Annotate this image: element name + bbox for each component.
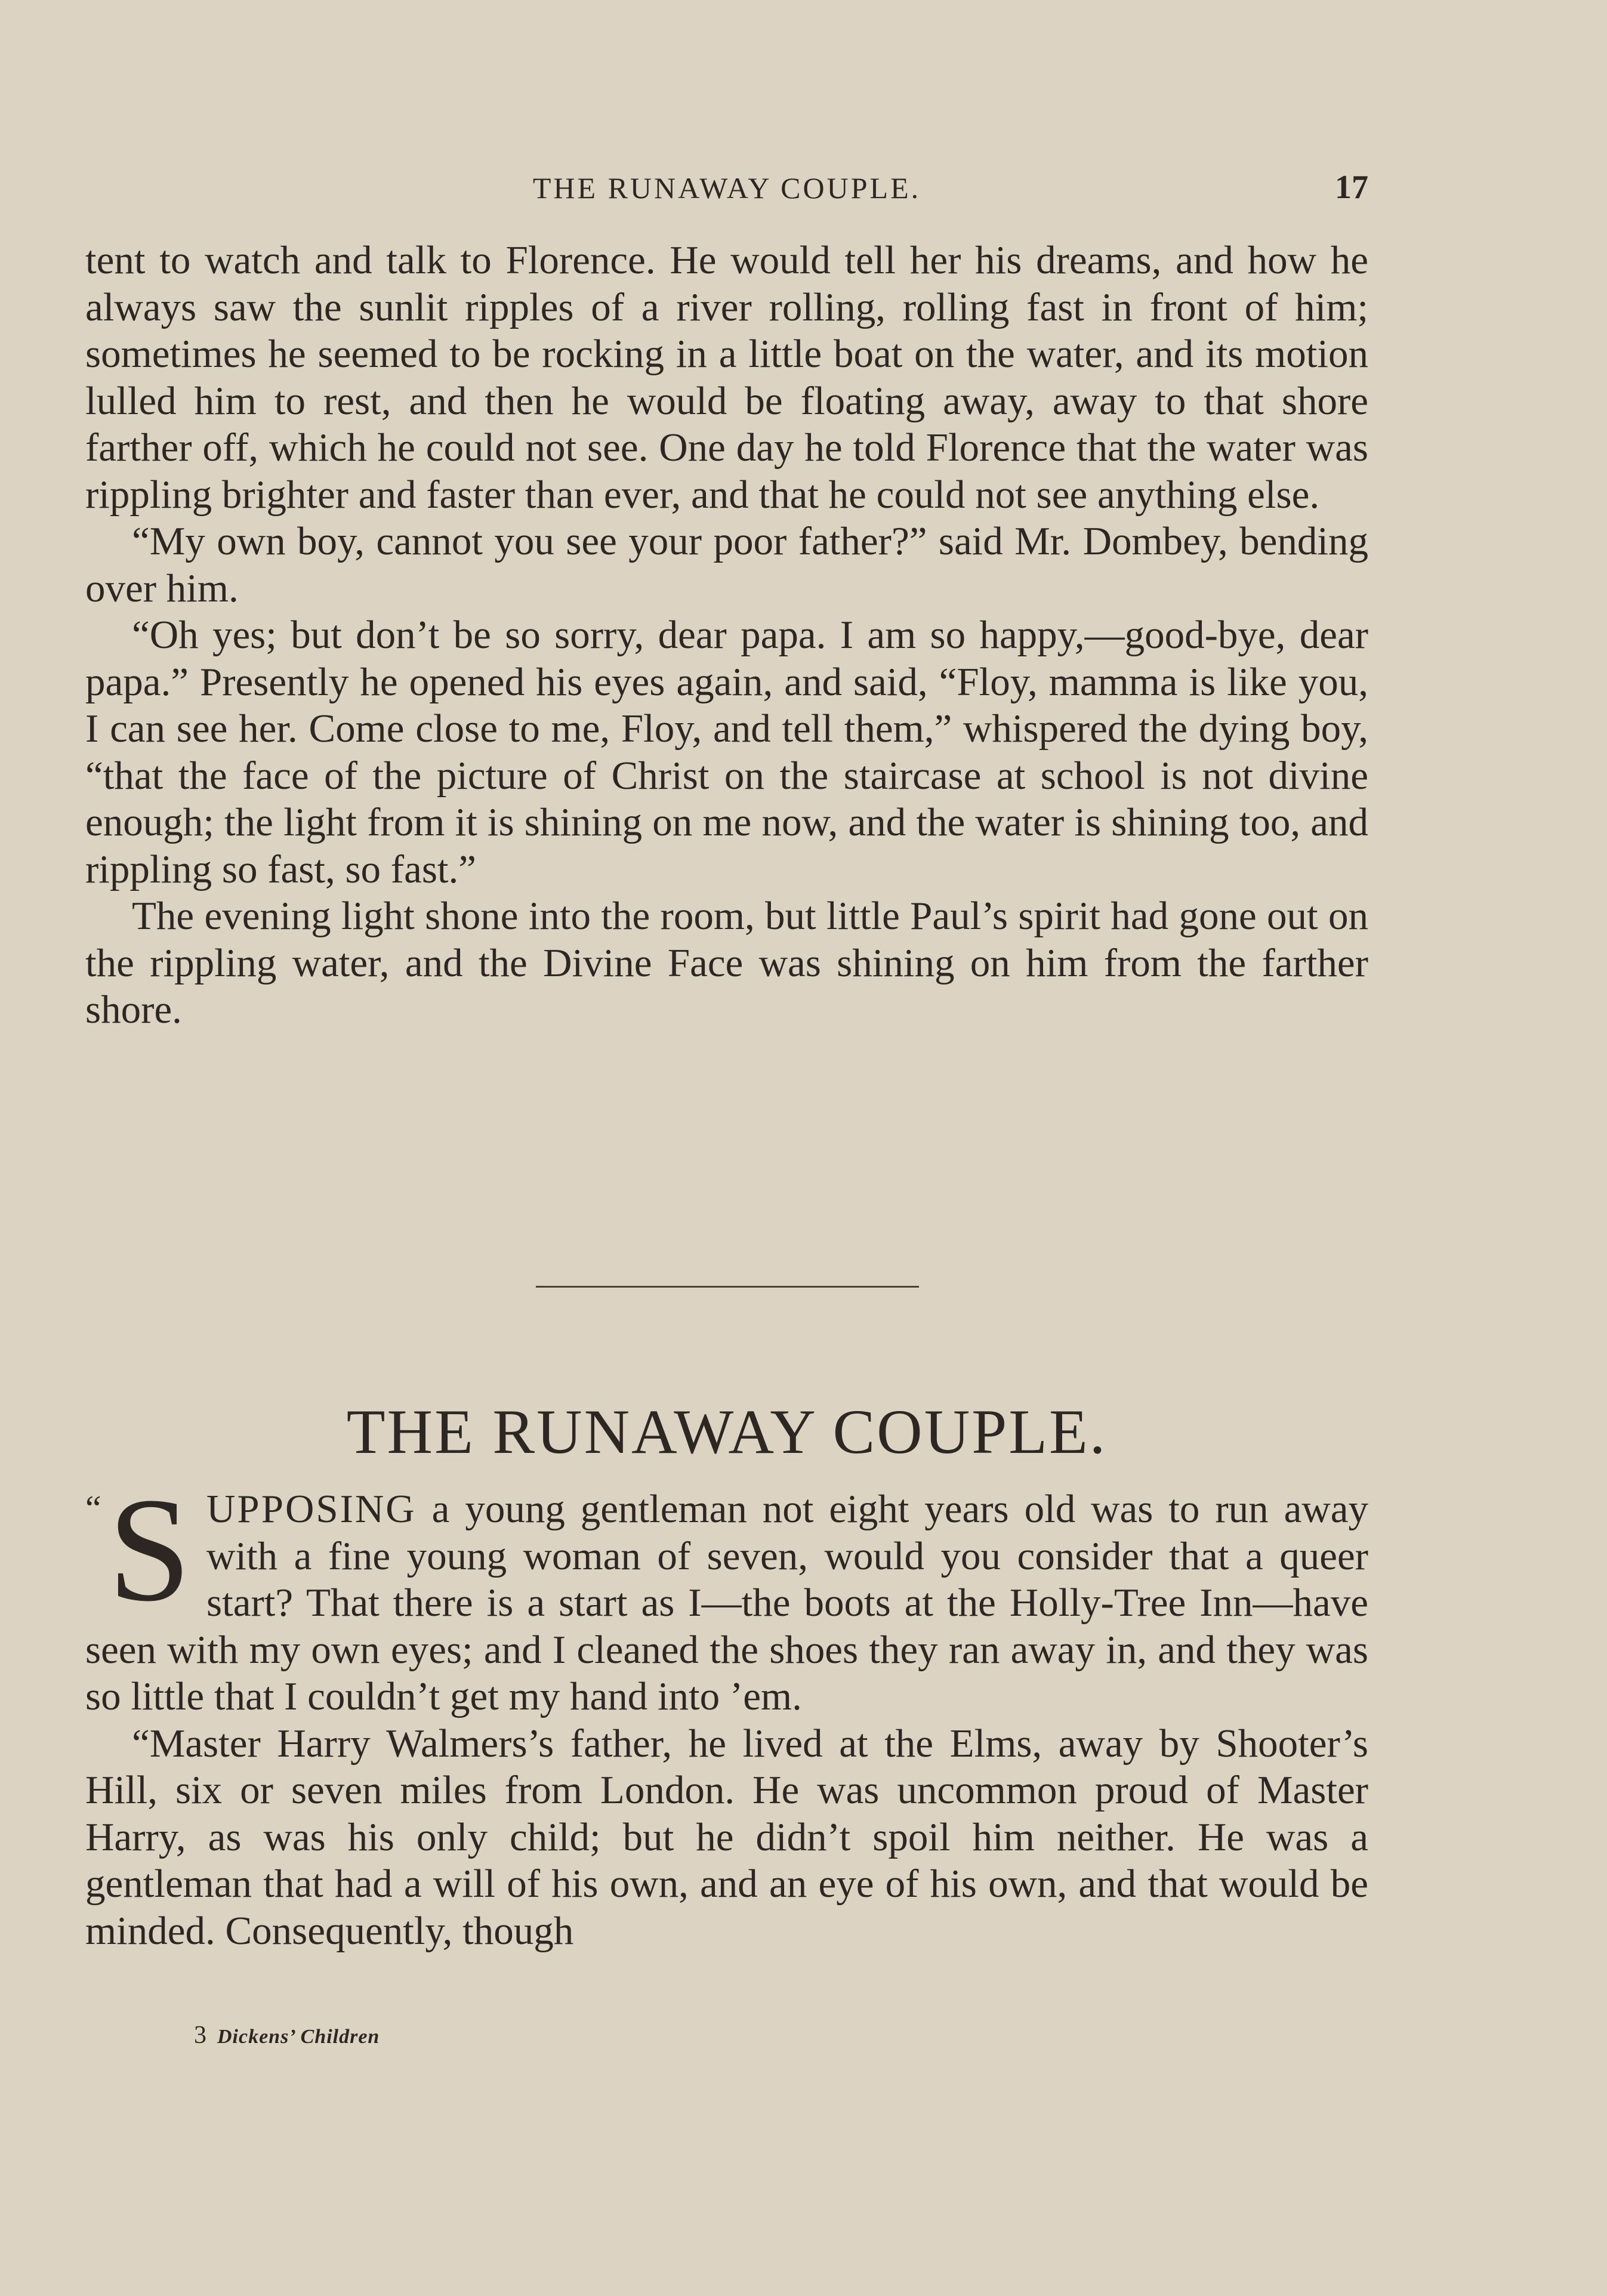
paragraph: The evening light shone into the room, but little Paul’s spirit had gone out on the rippling water, and the Divine Face was shining on him from the farther shore. (85, 894, 1368, 1032)
lead-paragraph (85, 1467, 1368, 1720)
lead-text: a young gentleman not eight years old was to run away with a fine young woman of seven, would you consider that a queer start? That there is a start as I—the boots at the Holly-Tree Inn—have seen with my own eyes; and I cleaned the shoes they ran away in, and they was so little that I couldn’t get my hand into ’em. (85, 1487, 1368, 1718)
page-number: 17 (1335, 169, 1368, 206)
opening-quote: “ (85, 1489, 101, 1528)
running-head (85, 168, 1368, 210)
lead-caps: UPPOSING (206, 1487, 417, 1531)
drop-cap: S (108, 1467, 192, 1632)
paragraph: “My own boy, cannot you see your poor father?” said Mr. Dombey, bending over him. (85, 519, 1368, 610)
signature-mark (194, 2021, 380, 2050)
paragraph: “Oh yes; but don’t be so sorry, dear papa. I am so happy,—good-bye, dear papa.” Presently he opened his eyes again, and said, “Floy, mamma is like you, I can see her. Come close to me, Floy, and tell them,” whispered the dying boy, “that the face of the picture of Christ on the staircase at school is not divine enough; the light from it is shining on me now, and the water is shining too, and rippling so fast, so fast.” (85, 613, 1368, 891)
signature-number: 3 (194, 2022, 206, 2049)
section-divider (536, 1286, 919, 1288)
continued-text (85, 237, 1368, 1033)
paragraph: tent to watch and talk to Florence. He would tell her his dreams, and how he always saw the sunlit ripples of a river rolling, rolling fast in front of him; sometimes he seemed to be rocking in a little boat on the water, and its motion lulled him to rest, and then he would be floating away, away to that shore farther off, which he could not see. One day he told Florence that the water was rippling brighter and faster than ever, and that he could not see anything else. (85, 238, 1368, 517)
paragraph: “Master Harry Walmers’s father, he lived at the Elms, away by Shooter’s Hill, six or seven miles from London. He was uncommon proud of Master Harry, as was his only child; but he didn’t spoil him neither. He was a gentleman that had a will of his own, and an eye of his own, and that would be minded. Consequently, though (85, 1721, 1368, 1953)
story-text (85, 1467, 1368, 1954)
running-head-title: THE RUNAWAY COUPLE. (532, 171, 921, 205)
story-title: THE RUNAWAY COUPLE. (346, 1397, 1108, 1467)
signature-text: Dickens’ Children (217, 2026, 380, 2048)
